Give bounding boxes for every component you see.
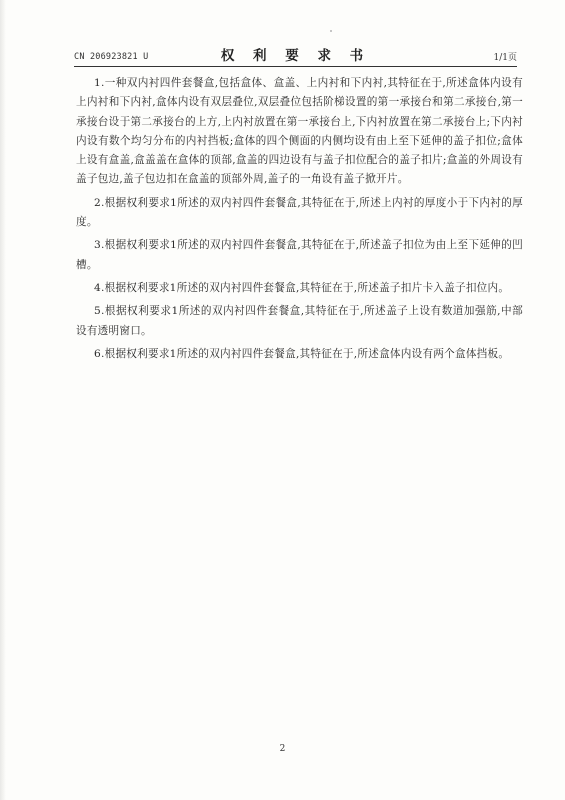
document-number: CN 206923821 U — [74, 52, 149, 62]
claim-5: 5.根据权利要求1所述的双内衬四件套餐盒,其特征在于,所述盖子上设有数道加强筋,中部设有透明窗口。 — [76, 305, 523, 337]
claim-6: 6.根据权利要求1所述的双内衬四件套餐盒,其特征在于,所述盒体内设有两个盒体挡板。 — [94, 347, 510, 360]
claim-2: 2.根据权利要求1所述的双内衬四件套餐盒,其特征在于,所述上内衬的厚度小于下内衬的厚度。 — [76, 196, 523, 229]
page-number: 2 — [279, 744, 286, 754]
claim-1: 1.一种双内衬四件套餐盒,包括盒体、盒盖、上内衬和下内衬,其特征在于,所述盒体内设有上内衬和下内衬,盒体内设有双层叠位,双层叠位包括阶梯设置的第一承接台和第二承接台,第一承接台设于第二承接台的上方,上内衬放置在第一承接台上,下内衬放置在第二承接台上;下内衬内设有数个均匀分布的内衬挡板;盒体的四个侧面的内侧均设有由上至下延伸的盖子扣位;盒体上设有盒盖,盒盖盖在盒体的顶部,盒盖的四边设有与盖子扣位配合的盖子扣片;盒盖的外周设有盖子包边,盖子包边扣在盒盖的顶部外周,盖子的一角设有盖子掀开片。 — [76, 77, 523, 186]
scan-speck — [330, 30, 332, 32]
page-title: 权 利 要 求 书 — [220, 48, 371, 64]
header-divider — [74, 66, 517, 67]
scan-edge-shadow — [0, 0, 6, 800]
claim-3: 3.根据权利要求1所述的双内衬四件套餐盒,其特征在于,所述盖子扣位为由上至下延伸的凹槽。 — [76, 239, 523, 271]
page-header — [74, 44, 517, 66]
claims-list — [76, 74, 523, 368]
claim-4: 4.根据权利要求1所述的双内衬四件套餐盒,其特征在于,所述盖子扣片卡入盖子扣位内。 — [94, 281, 510, 294]
page-count: 1/1页 — [493, 53, 517, 63]
